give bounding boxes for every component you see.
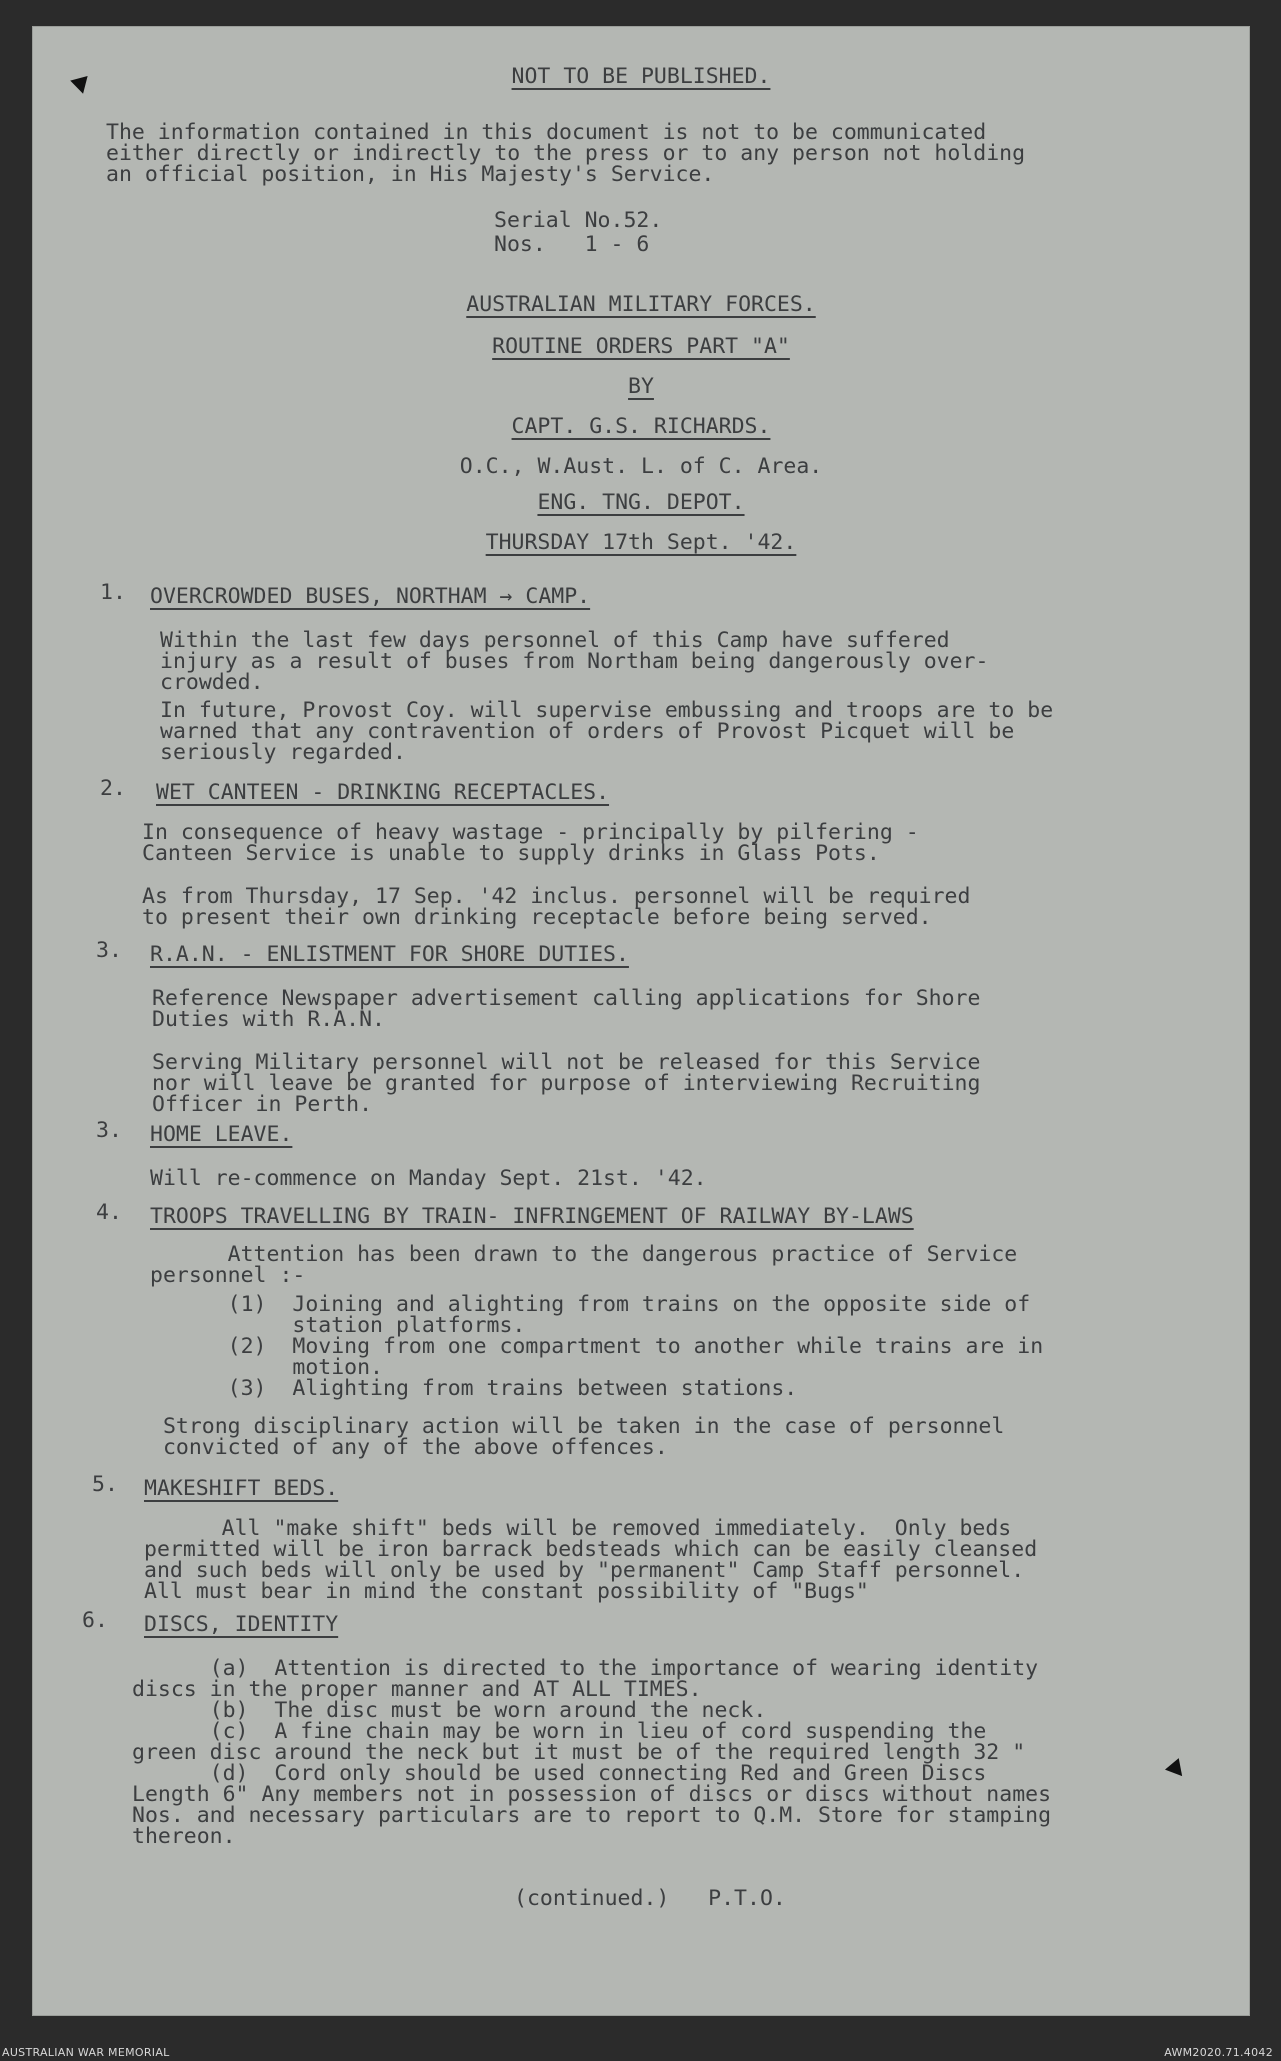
order-5-number: 5. [92, 1472, 118, 1497]
continued-note: (continued.) P.T.O. [514, 1886, 786, 1911]
pencil-mark-icon [1165, 1758, 1189, 1782]
order-2-paragraph-2: As from Thursday, 17 Sep. '42 inclus. personnel will be required to present their own drinking receptacle before being served. [142, 884, 971, 930]
serial-number: Serial No.52. [494, 208, 663, 233]
not-published-heading: NOT TO BE PUBLISHED. [511, 64, 771, 89]
order-numbers: Nos. 1 - 6 [494, 232, 650, 257]
notice-line-1: The information contained in this document is not to be communicated [106, 120, 987, 145]
home-leave-title: HOME LEAVE. [150, 1122, 293, 1147]
order-5-title: MAKESHIFT BEDS. [144, 1476, 339, 1501]
home-leave-paragraph: Will re-commence on Manday Sept. 21st. '42. [150, 1166, 707, 1191]
order-4-number: 4. [96, 1200, 122, 1225]
footer-credit: AUSTRALIAN WAR MEMORIAL [2, 2046, 170, 2059]
order-6-number: 6. [82, 1608, 108, 1633]
order-4-paragraph-1: Attention has been drawn to the dangerous practice of Service personnel :- [150, 1242, 1018, 1288]
order-date: THURSDAY 17th Sept. '42. [485, 530, 797, 555]
order-1-paragraph-2: In future, Provost Coy. will supervise embussing and troops are to be warned that any contravention of orders of Provost Picquet will be seriously regarded. [160, 698, 1054, 765]
order-1-title: OVERCROWDED BUSES, NORTHAM → CAMP. [150, 584, 591, 609]
home-leave-number: 3. [96, 1118, 122, 1143]
notice-line-2: either directly or indirectly to the press or to any person not holding [106, 141, 1026, 166]
order-3-paragraph-1: Reference Newspaper advertisement calling applications for Shore Duties with R.A.N. [152, 986, 981, 1032]
order-4-offence-list: (1) Joining and alighting from trains on the opposite side of station platforms. (2) Moving from one compartment to another while trains are in motion. (3) Alighting from trains between stations. [227, 1292, 1044, 1401]
order-2-number: 2. [100, 776, 126, 801]
area-command: O.C., W.Aust. L. of C. Area. [459, 454, 823, 479]
officer-name: CAPT. G.S. RICHARDS. [511, 414, 771, 439]
routine-orders-heading: ROUTINE ORDERS PART "A" [492, 334, 790, 359]
notice-line-3: an official position, in His Majesty's Service. [106, 162, 715, 187]
order-5-paragraph: All "make shift" beds will be removed immediately. Only beds permitted will be iron barrack bedsteads which can be easily cleansed and such beds will only be used by "permanent" Camp Staff personnel. All must bear in mind the constant possibility of "Bugs" [144, 1516, 1038, 1604]
order-1-number: 1. [100, 580, 126, 605]
order-1-paragraph-1: Within the last few days personnel of this Camp have suffered injury as a result of buses from Northam being dangerously over- crowded. [160, 628, 989, 695]
order-2-title: WET CANTEEN - DRINKING RECEPTACLES. [156, 780, 610, 805]
footer-accession-number: AWM2020.71.4042 [1164, 2046, 1273, 2059]
confidentiality-notice [106, 122, 1025, 185]
order-3-paragraph-2: Serving Military personnel will not be released for this Service nor will leave be granted for purpose of interviewing Recruiting Officer in Perth. [152, 1050, 981, 1117]
order-6-paragraph: (a) Attention is directed to the importance of wearing identity discs in the proper manner and AT ALL TIMES. (b) The disc must be worn around the neck. (c) A fine chain may be worn in lieu of cord suspending the green disc around the neck but it must be of the required length 32 " (d) Cord only should be used connecting Red and Green Discs Length 6" Any members not in possession of discs or discs without names Nos. and necessary particulars are to report to Q.M. Store for stamping thereon. [132, 1656, 1052, 1849]
document-page [32, 26, 1250, 2016]
order-6-title: DISCS, IDENTITY [144, 1612, 339, 1637]
order-3-title: R.A.N. - ENLISTMENT FOR SHORE DUTIES. [150, 942, 629, 967]
order-4-paragraph-3: Strong disciplinary action will be taken in the case of personnel convicted of any of the above offences. [162, 1414, 1005, 1460]
order-2-paragraph-1: In consequence of heavy wastage - principally by pilfering - Canteen Service is unable to supply drinks in Glass Pots. [142, 820, 919, 866]
pencil-mark-icon [70, 76, 92, 96]
by-heading: BY [628, 374, 654, 399]
depot-heading: ENG. TNG. DEPOT. [537, 490, 745, 515]
order-3-number: 3. [96, 938, 122, 963]
force-heading: AUSTRALIAN MILITARY FORCES. [466, 292, 816, 317]
order-4-title: TROOPS TRAVELLING BY TRAIN- INFRINGEMENT OF RAILWAY BY-LAWS [150, 1204, 914, 1229]
